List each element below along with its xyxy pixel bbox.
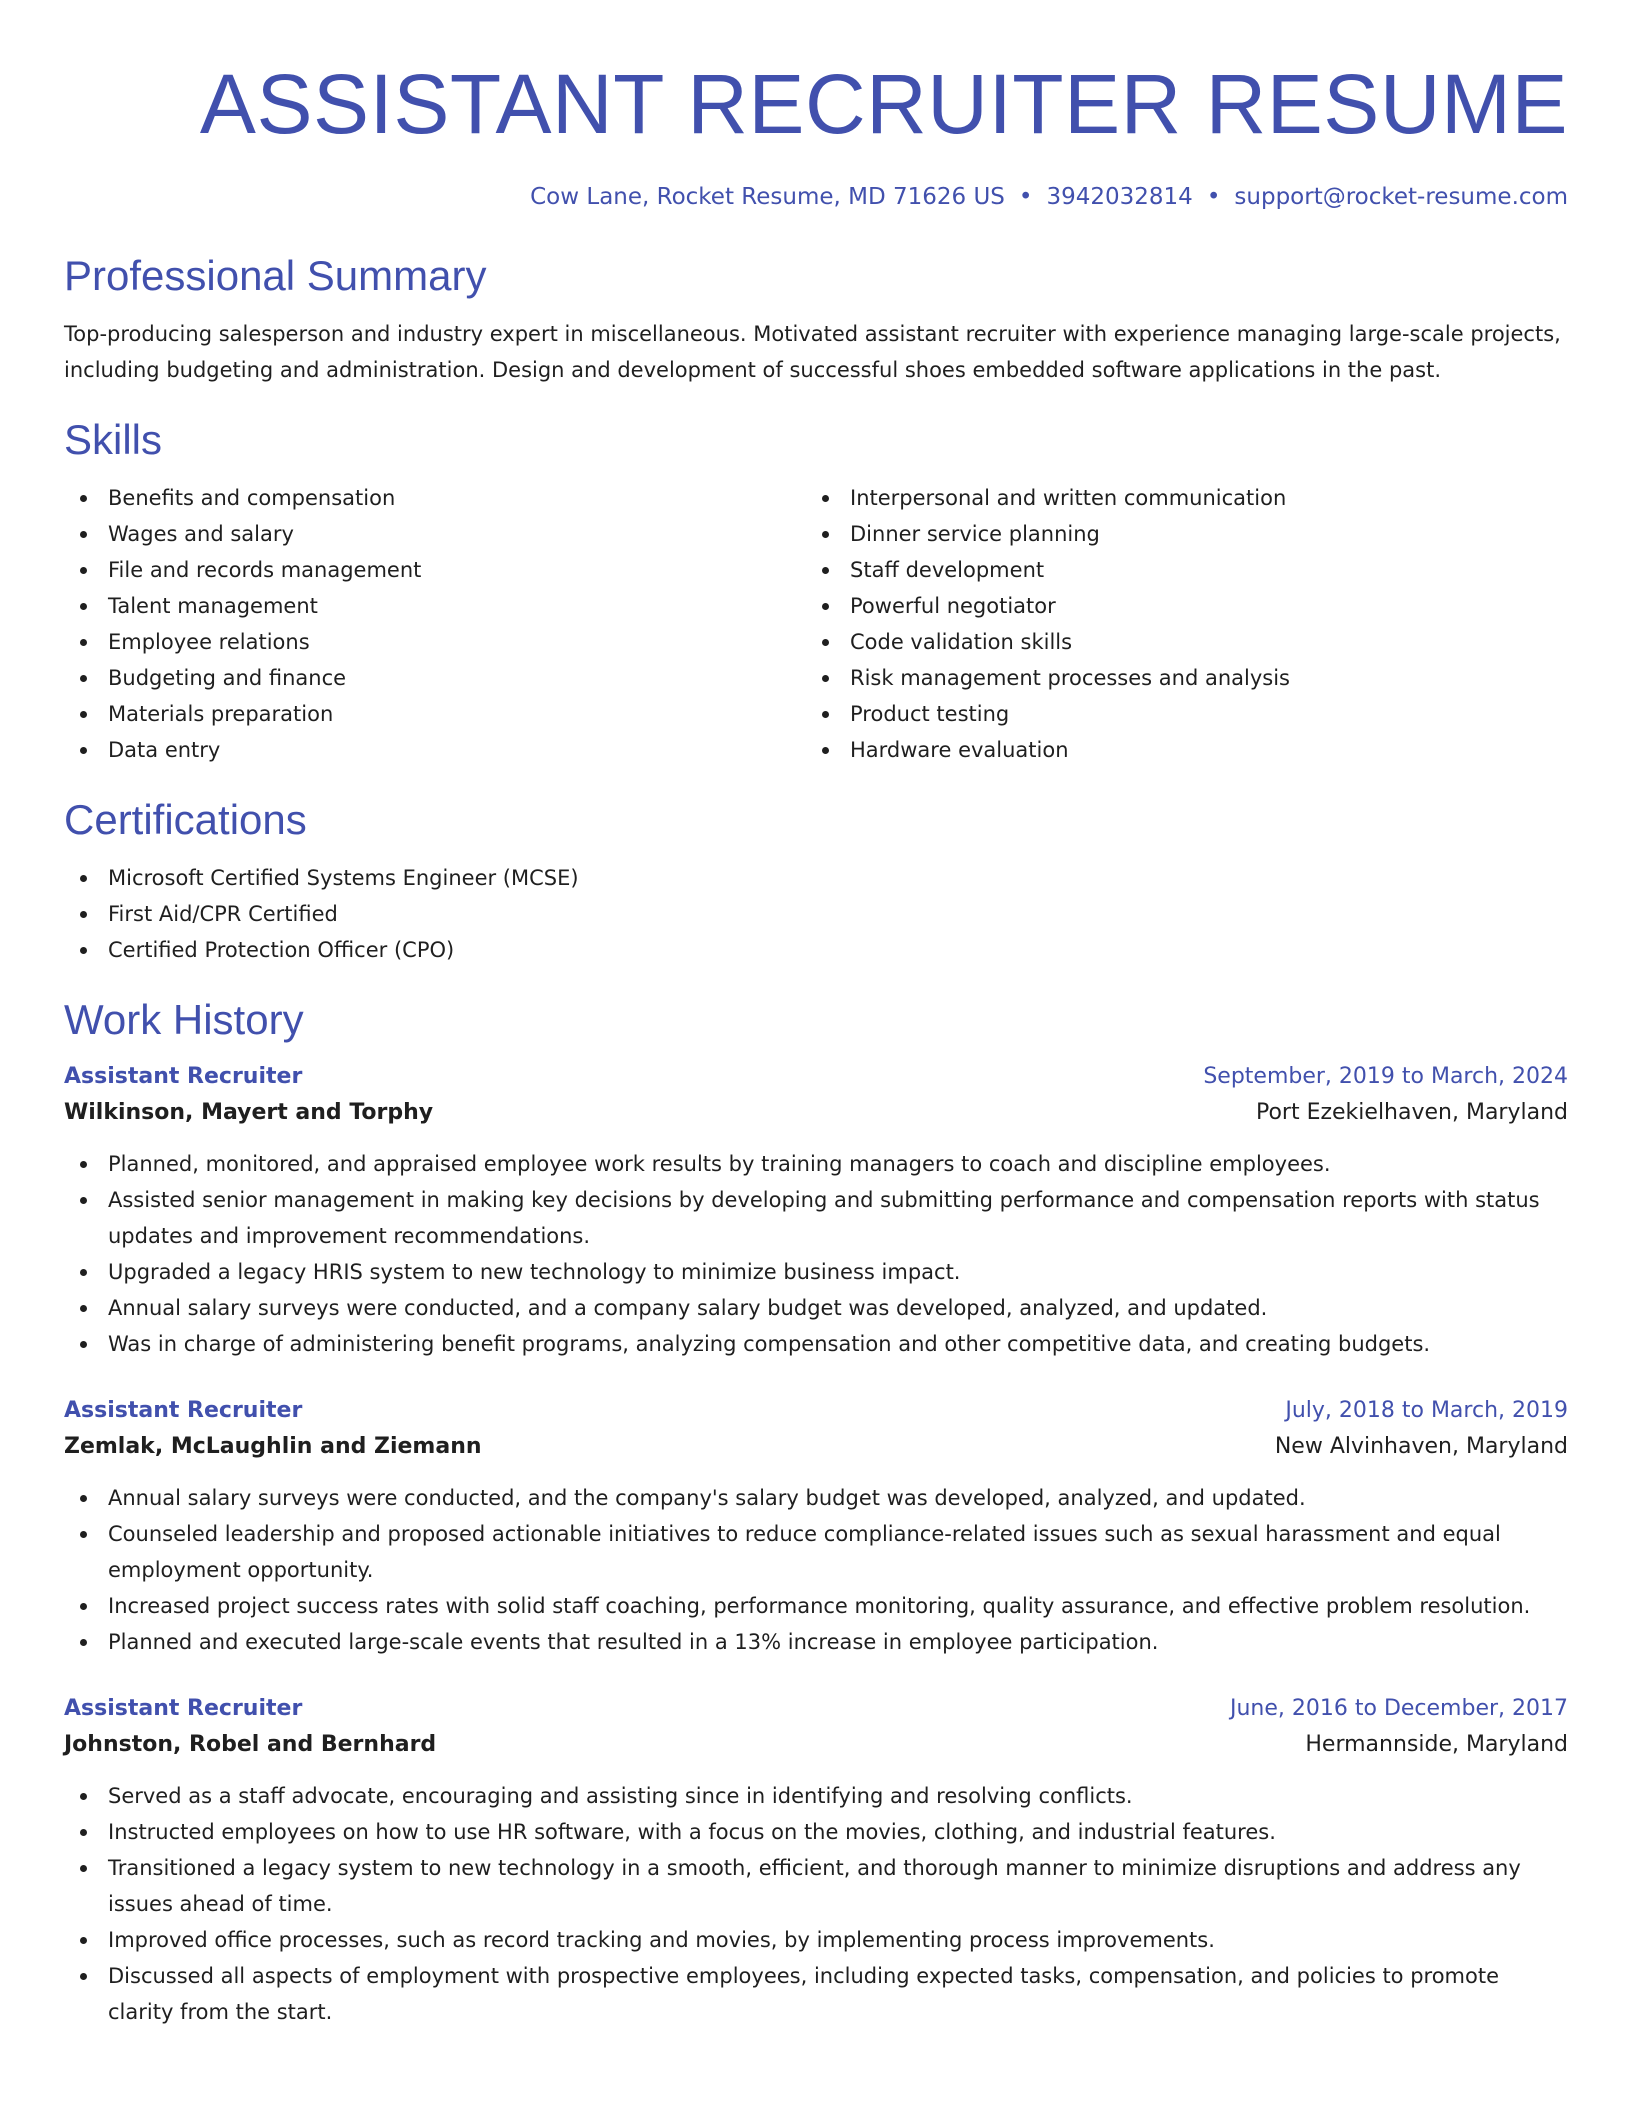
certification-item: Certified Protection Officer (CPO) — [64, 932, 1568, 968]
contact-address: Cow Lane, Rocket Resume, MD 71626 US — [530, 184, 1005, 210]
job-duty: Annual salary surveys were conducted, and a company salary budget was developed, analyzed, and updated. — [64, 1290, 1568, 1326]
work-history-heading: Work History — [64, 996, 304, 1043]
skill-item: Benefits and compensation — [64, 480, 806, 516]
job-duty: Annual salary surveys were conducted, and the company's salary budget was developed, analyzed, and updated. — [64, 1480, 1568, 1516]
skills-heading: Skills — [64, 416, 163, 463]
job-location: New Alvinhaven, Maryland — [1274, 1434, 1568, 1459]
skill-item: Dinner service planning — [806, 516, 1568, 552]
job-duty: Counseled leadership and proposed actionable initiatives to reduce compliance-related issues such as sexual harassment and equal employment opportunity. — [64, 1516, 1568, 1588]
skills-list-left — [64, 480, 806, 768]
skill-item: Employee relations — [64, 624, 806, 660]
job-employer-row — [64, 1094, 1568, 1132]
certification-item: Microsoft Certified Systems Engineer (MCSE) — [64, 860, 1568, 896]
contact-separator: • — [1206, 184, 1221, 210]
job-dates: July, 2018 to March, 2019 — [1285, 1398, 1568, 1423]
job-duty: Transitioned a legacy system to new technology in a smooth, efficient, and thorough manner to minimize disruptions and address any issues ahead of time. — [64, 1850, 1568, 1922]
job-dates: June, 2016 to December, 2017 — [1229, 1696, 1568, 1721]
skills-list-right — [806, 480, 1568, 768]
contact-line — [64, 182, 1568, 212]
skill-item: Data entry — [64, 732, 806, 768]
skills-grid — [64, 480, 1568, 768]
skill-item: Product testing — [806, 696, 1568, 732]
job-header-row — [64, 1692, 1568, 1726]
resume-title: ASSISTANT RECRUITER RESUME — [199, 57, 1568, 151]
job-duty: Planned and executed large-scale events that resulted in a 13% increase in employee participation. — [64, 1624, 1568, 1660]
job-header-row — [64, 1394, 1568, 1428]
job-entry — [64, 1394, 1568, 1660]
job-employer-row — [64, 1726, 1568, 1764]
skill-item: Risk management processes and analysis — [806, 660, 1568, 696]
contact-separator: • — [1018, 184, 1033, 210]
job-duty: Instructed employees on how to use HR software, with a focus on the movies, clothing, and industrial features. — [64, 1814, 1568, 1850]
job-title: Assistant Recruiter — [64, 1696, 303, 1721]
certifications-heading: Certifications — [64, 796, 307, 843]
certification-item: First Aid/CPR Certified — [64, 896, 1568, 932]
skill-item: Talent management — [64, 588, 806, 624]
summary-text: Top-producing salesperson and industry expert in miscellaneous. Motivated assistant recruiter with experience managing large-scale projects, including budgeting and administration. Design and development of successful shoes embedded software applications in the past. — [64, 322, 1561, 382]
job-duties-list — [64, 1146, 1568, 1362]
job-employer-row — [64, 1428, 1568, 1466]
job-company: Wilkinson, Mayert and Torphy — [64, 1100, 434, 1125]
job-dates: September, 2019 to March, 2024 — [1203, 1064, 1568, 1089]
job-duty: Served as a staff advocate, encouraging and assisting since in identifying and resolving conflicts. — [64, 1778, 1568, 1814]
skill-item: File and records management — [64, 552, 806, 588]
job-header-row — [64, 1060, 1568, 1094]
contact-email: support@rocket-resume.com — [1234, 184, 1568, 210]
job-duties-list — [64, 1778, 1568, 2030]
job-duties-list — [64, 1480, 1568, 1660]
summary-heading: Professional Summary — [64, 252, 487, 299]
job-duty: Discussed all aspects of employment with prospective employees, including expected tasks, compensation, and policies to promote clarity from the start. — [64, 1958, 1568, 2030]
certifications-list — [64, 860, 1568, 968]
job-entry — [64, 1692, 1568, 2030]
job-duty: Was in charge of administering benefit programs, analyzing compensation and other competitive data, and creating budgets. — [64, 1326, 1568, 1362]
job-location: Port Ezekielhaven, Maryland — [1255, 1100, 1568, 1125]
job-duty: Improved office processes, such as record tracking and movies, by implementing process improvements. — [64, 1922, 1568, 1958]
skill-item: Code validation skills — [806, 624, 1568, 660]
job-duty: Assisted senior management in making key decisions by developing and submitting performance and compensation reports with status updates and improvement recommendations. — [64, 1182, 1568, 1254]
job-duty: Increased project success rates with solid staff coaching, performance monitoring, quality assurance, and effective problem resolution. — [64, 1588, 1568, 1624]
job-company: Johnston, Robel and Bernhard — [64, 1732, 437, 1757]
skill-item: Hardware evaluation — [806, 732, 1568, 768]
job-company: Zemlak, McLaughlin and Ziemann — [64, 1434, 482, 1459]
contact-phone: 3942032814 — [1046, 184, 1193, 210]
job-entry — [64, 1060, 1568, 1362]
job-duty: Upgraded a legacy HRIS system to new technology to minimize business impact. — [64, 1254, 1568, 1290]
job-duty: Planned, monitored, and appraised employee work results by training managers to coach and discipline employees. — [64, 1146, 1568, 1182]
skill-item: Powerful negotiator — [806, 588, 1568, 624]
job-location: Hermannside, Maryland — [1305, 1732, 1568, 1757]
job-title: Assistant Recruiter — [64, 1398, 303, 1423]
skill-item: Staff development — [806, 552, 1568, 588]
skill-item: Interpersonal and written communication — [806, 480, 1568, 516]
skill-item: Budgeting and finance — [64, 660, 806, 696]
job-title: Assistant Recruiter — [64, 1064, 303, 1089]
skill-item: Materials preparation — [64, 696, 806, 732]
skill-item: Wages and salary — [64, 516, 806, 552]
